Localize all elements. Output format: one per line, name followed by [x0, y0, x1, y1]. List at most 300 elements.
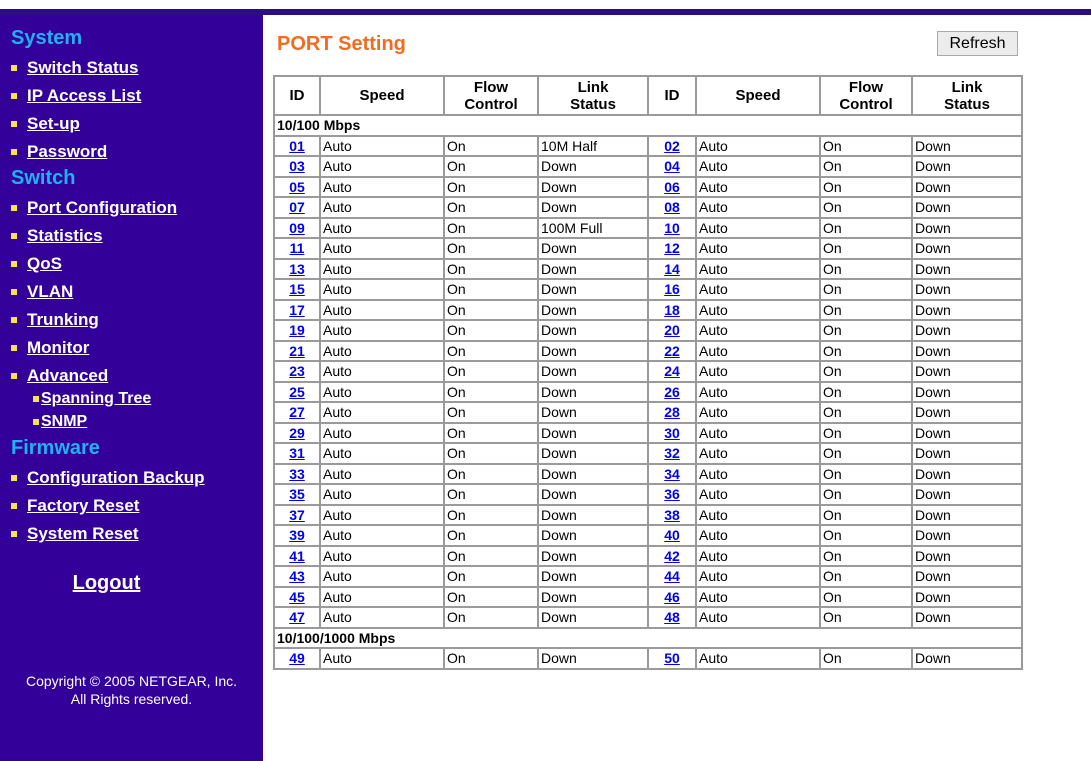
- port-link-05[interactable]: 05: [289, 178, 305, 195]
- bullet-icon: [33, 419, 39, 425]
- link-status-cell: Down: [538, 423, 648, 444]
- speed-cell: Auto: [320, 566, 444, 587]
- flow-control-cell: On: [444, 136, 538, 157]
- port-id-cell: [648, 546, 696, 567]
- flow-control-cell: On: [444, 300, 538, 321]
- port-link-42[interactable]: 42: [664, 547, 680, 564]
- table-row: [274, 259, 1022, 280]
- link-status-cell: Down: [538, 177, 648, 198]
- link-status-cell: Down: [912, 218, 1022, 239]
- flow-control-cell: On: [444, 341, 538, 362]
- link-status-cell: Down: [912, 648, 1022, 669]
- speed-cell: Auto: [320, 361, 444, 382]
- port-link-38[interactable]: 38: [664, 506, 680, 523]
- port-id-cell: [274, 156, 320, 177]
- speed-cell: Auto: [696, 587, 820, 608]
- refresh-button[interactable]: Refresh: [937, 31, 1018, 56]
- flow-control-cell: On: [820, 402, 912, 423]
- port-link-23[interactable]: 23: [289, 363, 305, 380]
- table-row: [274, 320, 1022, 341]
- flow-control-cell: On: [820, 218, 912, 239]
- port-id-cell: [274, 484, 320, 505]
- link-status-cell: Down: [912, 525, 1022, 546]
- speed-cell: Auto: [696, 525, 820, 546]
- port-id-cell: [648, 197, 696, 218]
- port-id-cell: [648, 156, 696, 177]
- link-status-cell: 10M Half: [538, 136, 648, 157]
- speed-cell: Auto: [320, 484, 444, 505]
- link-status-cell: Down: [538, 607, 648, 628]
- port-id-cell: [274, 259, 320, 280]
- bullet-icon: [11, 121, 17, 127]
- flow-control-cell: On: [444, 443, 538, 464]
- speed-cell: Auto: [320, 443, 444, 464]
- port-link-41[interactable]: 41: [289, 547, 305, 564]
- table-row: [274, 443, 1022, 464]
- link-status-cell: Down: [912, 177, 1022, 198]
- nav-ip-access-list[interactable]: IP Access List: [11, 85, 141, 107]
- port-id-cell: [648, 341, 696, 362]
- speed-cell: Auto: [696, 136, 820, 157]
- speed-cell: Auto: [320, 279, 444, 300]
- port-id-cell: [274, 402, 320, 423]
- link-status-cell: Down: [538, 587, 648, 608]
- link-status-cell: Down: [538, 382, 648, 403]
- speed-cell: Auto: [320, 259, 444, 280]
- copyright-line-2: All Rights reserved.: [70, 691, 193, 707]
- speed-cell: Auto: [696, 566, 820, 587]
- port-id-cell: [648, 464, 696, 485]
- port-id-cell: [648, 279, 696, 300]
- link-status-cell: Down: [912, 197, 1022, 218]
- port-link-13[interactable]: 13: [289, 260, 305, 277]
- link-status-cell: Down: [912, 505, 1022, 526]
- speed-cell: Auto: [696, 218, 820, 239]
- speed-cell: Auto: [320, 238, 444, 259]
- flow-control-cell: On: [444, 177, 538, 198]
- link-status-cell: Down: [912, 279, 1022, 300]
- speed-cell: Auto: [696, 361, 820, 382]
- table-row: [274, 156, 1022, 177]
- port-id-cell: [648, 300, 696, 321]
- speed-cell: Auto: [696, 607, 820, 628]
- port-link-08[interactable]: 08: [664, 199, 680, 216]
- link-status-cell: Down: [538, 505, 648, 526]
- table-row: [274, 341, 1022, 362]
- link-status-cell: Down: [538, 525, 648, 546]
- link-status-cell: Down: [912, 484, 1022, 505]
- link-status-cell: Down: [912, 443, 1022, 464]
- flow-control-cell: On: [444, 648, 538, 669]
- bullet-icon: [11, 345, 17, 351]
- port-id-cell: [274, 320, 320, 341]
- table-row: [274, 566, 1022, 587]
- port-link-14[interactable]: 14: [664, 260, 680, 277]
- port-id-cell: [648, 587, 696, 608]
- port-link-39[interactable]: 39: [289, 527, 305, 544]
- speed-cell: Auto: [696, 177, 820, 198]
- link-status-cell: 100M Full: [538, 218, 648, 239]
- speed-cell: Auto: [696, 197, 820, 218]
- bullet-icon: [11, 205, 17, 211]
- port-id-cell: [274, 218, 320, 239]
- flow-control-cell: On: [444, 546, 538, 567]
- speed-cell: Auto: [696, 464, 820, 485]
- port-id-cell: [274, 546, 320, 567]
- nav-spanning-tree[interactable]: Spanning Tree: [33, 388, 151, 410]
- bullet-icon: [11, 531, 17, 537]
- speed-group-label: 10/100 Mbps: [274, 115, 1022, 136]
- speed-cell: Auto: [696, 156, 820, 177]
- port-link-11[interactable]: 11: [289, 240, 305, 257]
- link-status-cell: Down: [912, 156, 1022, 177]
- link-status-cell: Down: [912, 423, 1022, 444]
- port-link-27[interactable]: 27: [289, 404, 305, 421]
- speed-cell: Auto: [320, 300, 444, 321]
- table-row: [274, 423, 1022, 444]
- speed-cell: Auto: [320, 423, 444, 444]
- port-id-cell: [274, 648, 320, 669]
- speed-cell: Auto: [696, 300, 820, 321]
- flow-control-cell: On: [444, 382, 538, 403]
- nav-statistics[interactable]: Statistics: [11, 225, 103, 247]
- port-id-cell: [648, 320, 696, 341]
- bullet-icon: [33, 396, 39, 402]
- port-link-20[interactable]: 20: [664, 322, 680, 339]
- column-header: ID: [274, 76, 320, 115]
- flow-control-cell: On: [820, 361, 912, 382]
- link-status-cell: Down: [538, 402, 648, 423]
- port-link-21[interactable]: 21: [289, 342, 305, 359]
- port-id-cell: [274, 197, 320, 218]
- port-id-cell: [648, 218, 696, 239]
- speed-cell: Auto: [320, 607, 444, 628]
- flow-control-cell: On: [444, 525, 538, 546]
- speed-cell: Auto: [320, 156, 444, 177]
- flow-control-cell: On: [444, 259, 538, 280]
- section-title-switch: Switch: [11, 167, 76, 189]
- port-link-32[interactable]: 32: [664, 445, 680, 462]
- link-status-cell: Down: [912, 320, 1022, 341]
- port-link-49[interactable]: 49: [289, 650, 305, 667]
- port-id-cell: [274, 566, 320, 587]
- speed-cell: Auto: [696, 648, 820, 669]
- nav-trunking[interactable]: Trunking: [11, 309, 99, 331]
- flow-control-cell: On: [444, 484, 538, 505]
- port-link-50[interactable]: 50: [664, 650, 680, 667]
- table-row: [274, 197, 1022, 218]
- port-link-18[interactable]: 18: [664, 301, 680, 318]
- speed-group-label: 10/100/1000 Mbps: [274, 628, 1022, 649]
- column-header: Flow Control: [444, 76, 538, 115]
- port-id-cell: [648, 382, 696, 403]
- speed-cell: Auto: [696, 320, 820, 341]
- copyright-line-1: Copyright © 2005 NETGEAR, Inc.: [25, 673, 238, 689]
- table-row: [274, 279, 1022, 300]
- nav-factory-reset[interactable]: Factory Reset: [11, 495, 139, 517]
- table-row: [274, 525, 1022, 546]
- port-link-02[interactable]: 02: [664, 137, 680, 154]
- nav-switch-status[interactable]: Switch Status: [11, 57, 138, 79]
- table-row: [274, 382, 1022, 403]
- flow-control-cell: On: [820, 320, 912, 341]
- link-status-cell: Down: [538, 464, 648, 485]
- flow-control-cell: On: [820, 525, 912, 546]
- speed-cell: Auto: [320, 505, 444, 526]
- nav-port-configuration[interactable]: Port Configuration: [11, 197, 177, 219]
- nav-password[interactable]: Password: [11, 141, 107, 163]
- page-title: PORT Setting: [277, 33, 406, 55]
- port-id-cell: [648, 423, 696, 444]
- port-link-29[interactable]: 29: [289, 424, 305, 441]
- bullet-icon: [11, 503, 17, 509]
- table-row: [274, 546, 1022, 567]
- port-link-43[interactable]: 43: [289, 568, 305, 585]
- speed-cell: Auto: [320, 218, 444, 239]
- column-header: Speed: [320, 76, 444, 115]
- port-id-cell: [274, 443, 320, 464]
- port-id-cell: [274, 238, 320, 259]
- flow-control-cell: On: [444, 587, 538, 608]
- table-row: [274, 484, 1022, 505]
- link-status-cell: Down: [538, 341, 648, 362]
- nav-system-reset[interactable]: System Reset: [11, 523, 139, 545]
- port-link-19[interactable]: 19: [289, 322, 305, 339]
- nav-monitor[interactable]: Monitor: [11, 337, 89, 359]
- table-header-row: [274, 76, 1022, 115]
- nav-qos[interactable]: QoS: [11, 253, 62, 275]
- flow-control-cell: On: [820, 341, 912, 362]
- table-row: [274, 218, 1022, 239]
- link-status-cell: Down: [538, 259, 648, 280]
- port-link-47[interactable]: 47: [289, 609, 305, 626]
- port-link-33[interactable]: 33: [289, 465, 305, 482]
- link-status-cell: Down: [538, 238, 648, 259]
- link-status-cell: Down: [912, 238, 1022, 259]
- speed-cell: Auto: [696, 505, 820, 526]
- port-id-cell: [648, 238, 696, 259]
- table-row: [274, 648, 1022, 669]
- flow-control-cell: On: [820, 648, 912, 669]
- logout-link[interactable]: Logout: [72, 572, 141, 594]
- link-status-cell: Down: [912, 136, 1022, 157]
- link-status-cell: Down: [912, 259, 1022, 280]
- flow-control-cell: On: [444, 464, 538, 485]
- speed-cell: Auto: [320, 382, 444, 403]
- port-id-cell: [648, 566, 696, 587]
- bullet-icon: [11, 317, 17, 323]
- column-header: Flow Control: [820, 76, 912, 115]
- port-id-cell: [648, 525, 696, 546]
- port-id-cell: [274, 136, 320, 157]
- column-header: Link Status: [912, 76, 1022, 115]
- link-status-cell: Down: [538, 443, 648, 464]
- port-id-cell: [274, 587, 320, 608]
- port-link-10[interactable]: 10: [664, 219, 680, 236]
- speed-cell: Auto: [696, 382, 820, 403]
- bullet-icon: [11, 475, 17, 481]
- link-status-cell: Down: [912, 587, 1022, 608]
- table-row: [274, 300, 1022, 321]
- flow-control-cell: On: [820, 423, 912, 444]
- speed-cell: Auto: [320, 648, 444, 669]
- port-link-22[interactable]: 22: [664, 342, 680, 359]
- port-link-01[interactable]: 01: [289, 137, 305, 154]
- section-title-firmware: Firmware: [11, 437, 100, 459]
- port-id-cell: [274, 279, 320, 300]
- port-link-06[interactable]: 06: [664, 178, 680, 195]
- table-row: [274, 587, 1022, 608]
- link-status-cell: Down: [538, 361, 648, 382]
- speed-group-row: [274, 628, 1022, 649]
- port-id-cell: [274, 341, 320, 362]
- link-status-cell: Down: [538, 156, 648, 177]
- link-status-cell: Down: [538, 300, 648, 321]
- port-link-44[interactable]: 44: [664, 568, 680, 585]
- speed-cell: Auto: [696, 341, 820, 362]
- flow-control-cell: On: [820, 484, 912, 505]
- table-row: [274, 464, 1022, 485]
- bullet-icon: [11, 233, 17, 239]
- port-link-46[interactable]: 46: [664, 588, 680, 605]
- link-status-cell: Down: [538, 546, 648, 567]
- section-title-system: System: [11, 27, 83, 49]
- flow-control-cell: On: [820, 136, 912, 157]
- port-link-15[interactable]: 15: [289, 281, 305, 298]
- speed-cell: Auto: [696, 279, 820, 300]
- port-id-cell: [648, 505, 696, 526]
- port-link-28[interactable]: 28: [664, 404, 680, 421]
- link-status-cell: Down: [538, 484, 648, 505]
- flow-control-cell: On: [820, 505, 912, 526]
- flow-control-cell: On: [444, 238, 538, 259]
- link-status-cell: Down: [538, 279, 648, 300]
- flow-control-cell: On: [820, 546, 912, 567]
- port-id-cell: [274, 607, 320, 628]
- flow-control-cell: On: [444, 566, 538, 587]
- port-link-36[interactable]: 36: [664, 486, 680, 503]
- port-link-16[interactable]: 16: [664, 281, 680, 298]
- port-table: [273, 75, 1023, 670]
- port-link-35[interactable]: 35: [289, 486, 305, 503]
- nav-set-up[interactable]: Set-up: [11, 113, 80, 135]
- table-row: [274, 177, 1022, 198]
- speed-cell: Auto: [320, 464, 444, 485]
- port-link-09[interactable]: 09: [289, 219, 305, 236]
- port-link-30[interactable]: 30: [664, 424, 680, 441]
- link-status-cell: Down: [912, 341, 1022, 362]
- port-id-cell: [648, 402, 696, 423]
- port-id-cell: [648, 136, 696, 157]
- port-link-34[interactable]: 34: [664, 465, 680, 482]
- port-link-17[interactable]: 17: [289, 301, 305, 318]
- link-status-cell: Down: [538, 197, 648, 218]
- port-link-12[interactable]: 12: [664, 240, 680, 257]
- flow-control-cell: On: [444, 607, 538, 628]
- port-id-cell: [274, 177, 320, 198]
- port-link-40[interactable]: 40: [664, 527, 680, 544]
- port-table-body: [274, 115, 1022, 669]
- speed-cell: Auto: [696, 238, 820, 259]
- speed-cell: Auto: [320, 341, 444, 362]
- port-id-cell: [648, 607, 696, 628]
- port-link-26[interactable]: 26: [664, 383, 680, 400]
- flow-control-cell: On: [820, 607, 912, 628]
- link-status-cell: Down: [538, 566, 648, 587]
- port-id-cell: [648, 648, 696, 669]
- port-link-31[interactable]: 31: [289, 445, 305, 462]
- nav-snmp[interactable]: SNMP: [33, 411, 87, 433]
- speed-cell: Auto: [696, 443, 820, 464]
- flow-control-cell: On: [820, 443, 912, 464]
- bullet-icon: [11, 373, 17, 379]
- link-status-cell: Down: [912, 464, 1022, 485]
- flow-control-cell: On: [820, 382, 912, 403]
- port-link-48[interactable]: 48: [664, 609, 680, 626]
- table-row: [274, 505, 1022, 526]
- speed-cell: Auto: [320, 525, 444, 546]
- port-link-04[interactable]: 04: [664, 158, 680, 175]
- port-link-07[interactable]: 07: [289, 199, 305, 216]
- speed-cell: Auto: [320, 136, 444, 157]
- table-row: [274, 238, 1022, 259]
- column-header: ID: [648, 76, 696, 115]
- link-status-cell: Down: [912, 566, 1022, 587]
- nav-configuration-backup[interactable]: Configuration Backup: [11, 467, 205, 489]
- port-link-24[interactable]: 24: [664, 363, 680, 380]
- link-status-cell: Down: [912, 382, 1022, 403]
- flow-control-cell: On: [820, 464, 912, 485]
- flow-control-cell: On: [820, 259, 912, 280]
- flow-control-cell: On: [444, 320, 538, 341]
- speed-cell: Auto: [320, 197, 444, 218]
- flow-control-cell: On: [820, 238, 912, 259]
- nav-vlan[interactable]: VLAN: [11, 281, 73, 303]
- flow-control-cell: On: [820, 587, 912, 608]
- port-id-cell: [648, 443, 696, 464]
- nav-advanced[interactable]: Advanced: [11, 365, 108, 387]
- port-id-cell: [648, 259, 696, 280]
- table-row: [274, 607, 1022, 628]
- flow-control-cell: On: [444, 505, 538, 526]
- link-status-cell: Down: [538, 320, 648, 341]
- table-row: [274, 402, 1022, 423]
- port-link-25[interactable]: 25: [289, 383, 305, 400]
- flow-control-cell: On: [820, 300, 912, 321]
- port-link-37[interactable]: 37: [289, 506, 305, 523]
- port-id-cell: [648, 177, 696, 198]
- speed-cell: Auto: [320, 587, 444, 608]
- port-link-45[interactable]: 45: [289, 588, 305, 605]
- port-id-cell: [274, 382, 320, 403]
- port-id-cell: [274, 464, 320, 485]
- flow-control-cell: On: [820, 177, 912, 198]
- port-link-03[interactable]: 03: [289, 158, 305, 175]
- bullet-icon: [11, 261, 17, 267]
- speed-cell: Auto: [696, 402, 820, 423]
- speed-cell: Auto: [696, 546, 820, 567]
- link-status-cell: Down: [912, 546, 1022, 567]
- flow-control-cell: On: [820, 279, 912, 300]
- column-header: Speed: [696, 76, 820, 115]
- port-id-cell: [274, 300, 320, 321]
- port-id-cell: [648, 361, 696, 382]
- flow-control-cell: On: [444, 156, 538, 177]
- speed-cell: Auto: [320, 320, 444, 341]
- flow-control-cell: On: [444, 197, 538, 218]
- bullet-icon: [11, 289, 17, 295]
- port-id-cell: [274, 361, 320, 382]
